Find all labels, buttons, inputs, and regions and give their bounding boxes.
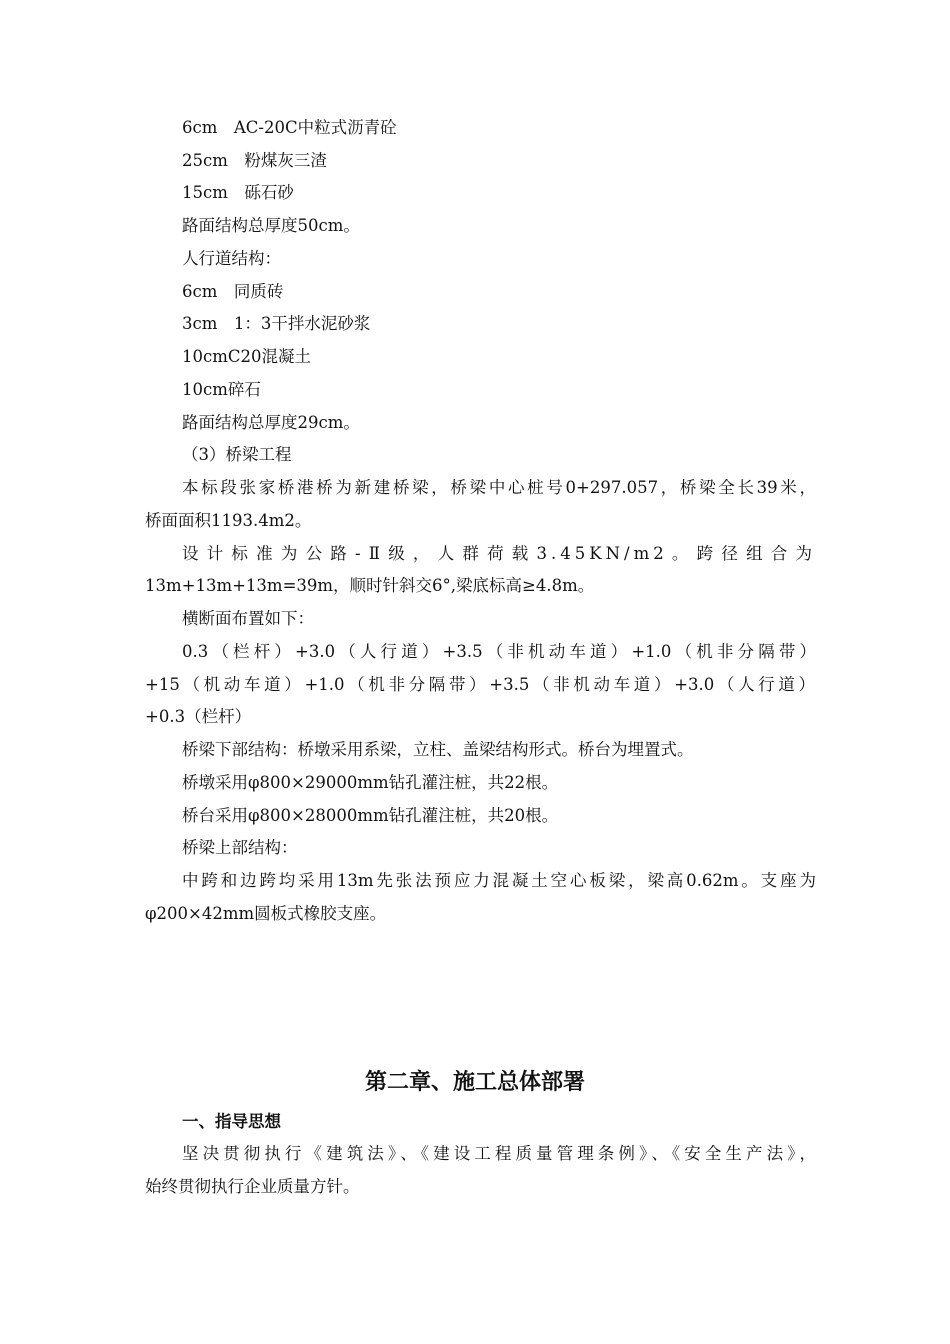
chapter-title: 第二章、施工总体部署 — [364, 1070, 585, 1095]
superstructure-line-1: 中跨和边跨均采用13m先张法预应力混凝土空心板梁，梁高0.62m。支座为 — [182, 871, 816, 890]
guideline-line-2: 始终贯彻执行企业质量方针。 — [145, 1177, 360, 1196]
sidewalk-layer-2: 3cm 1：3干拌水泥砂浆 — [182, 314, 371, 333]
sidewalk-total-thickness: 路面结构总厚度29cm。 — [182, 413, 360, 432]
cross-section-line-3: +0.3（栏杆） — [145, 707, 252, 726]
pavement-total-thickness: 路面结构总厚度50cm。 — [182, 216, 360, 235]
bridge-description-line-2: 桥面面积1193.4m2。 — [145, 511, 312, 530]
guideline-line-1: 坚决贯彻执行《建筑法》、《建设工程质量管理条例》、《安全生产法》， — [182, 1144, 816, 1163]
pavement-layer-1: 6cm AC-20C中粒式沥青砼 — [182, 118, 397, 137]
sidewalk-structure-heading: 人行道结构： — [182, 249, 281, 268]
section-title: 一、指导思想 — [182, 1112, 281, 1131]
design-standard-line-1: 设计标准为公路-Ⅱ级，人群荷载3.45KN/m2。跨径组合为 — [182, 544, 816, 563]
substructure-description: 桥梁下部结构：桥墩采用系梁，立柱、盖梁结构形式。桥台为埋置式。 — [182, 740, 694, 759]
sidewalk-layer-4: 10cm碎石 — [182, 380, 261, 399]
sidewalk-layer-1: 6cm 同质砖 — [182, 282, 284, 301]
bridge-section-heading: （3）桥梁工程 — [182, 445, 292, 464]
superstructure-heading: 桥梁上部结构： — [182, 838, 298, 857]
cross-section-line-2: +15（机动车道）+1.0（机非分隔带）+3.5（非机动车道）+3.0（人行道） — [145, 675, 815, 694]
abutment-piles: 桥台采用φ800×28000mm钻孔灌注桩，共20根。 — [182, 806, 559, 825]
cross-section-heading: 横断面布置如下： — [182, 609, 314, 628]
design-standard-line-2: 13m+13m+13m=39m，顺时针斜交6°,梁底标高≥4.8m。 — [145, 576, 595, 595]
cross-section-line-1: 0.3（栏杆）+3.0（人行道）+3.5（非机动车道）+1.0（机非分隔带） — [182, 642, 816, 661]
superstructure-line-2: φ200×42mm圆板式橡胶支座。 — [145, 904, 387, 923]
bridge-description-line-1: 本标段张家桥港桥为新建桥梁，桥梁中心桩号0+297.057，桥梁全长39米， — [182, 478, 816, 497]
pavement-layer-2: 25cm 粉煤灰三渣 — [182, 151, 327, 170]
pier-piles: 桥墩采用φ800×29000mm钻孔灌注桩，共22根。 — [182, 773, 559, 792]
sidewalk-layer-3: 10cmC20混凝土 — [182, 347, 312, 366]
pavement-layer-3: 15cm 砾石砂 — [182, 183, 294, 202]
